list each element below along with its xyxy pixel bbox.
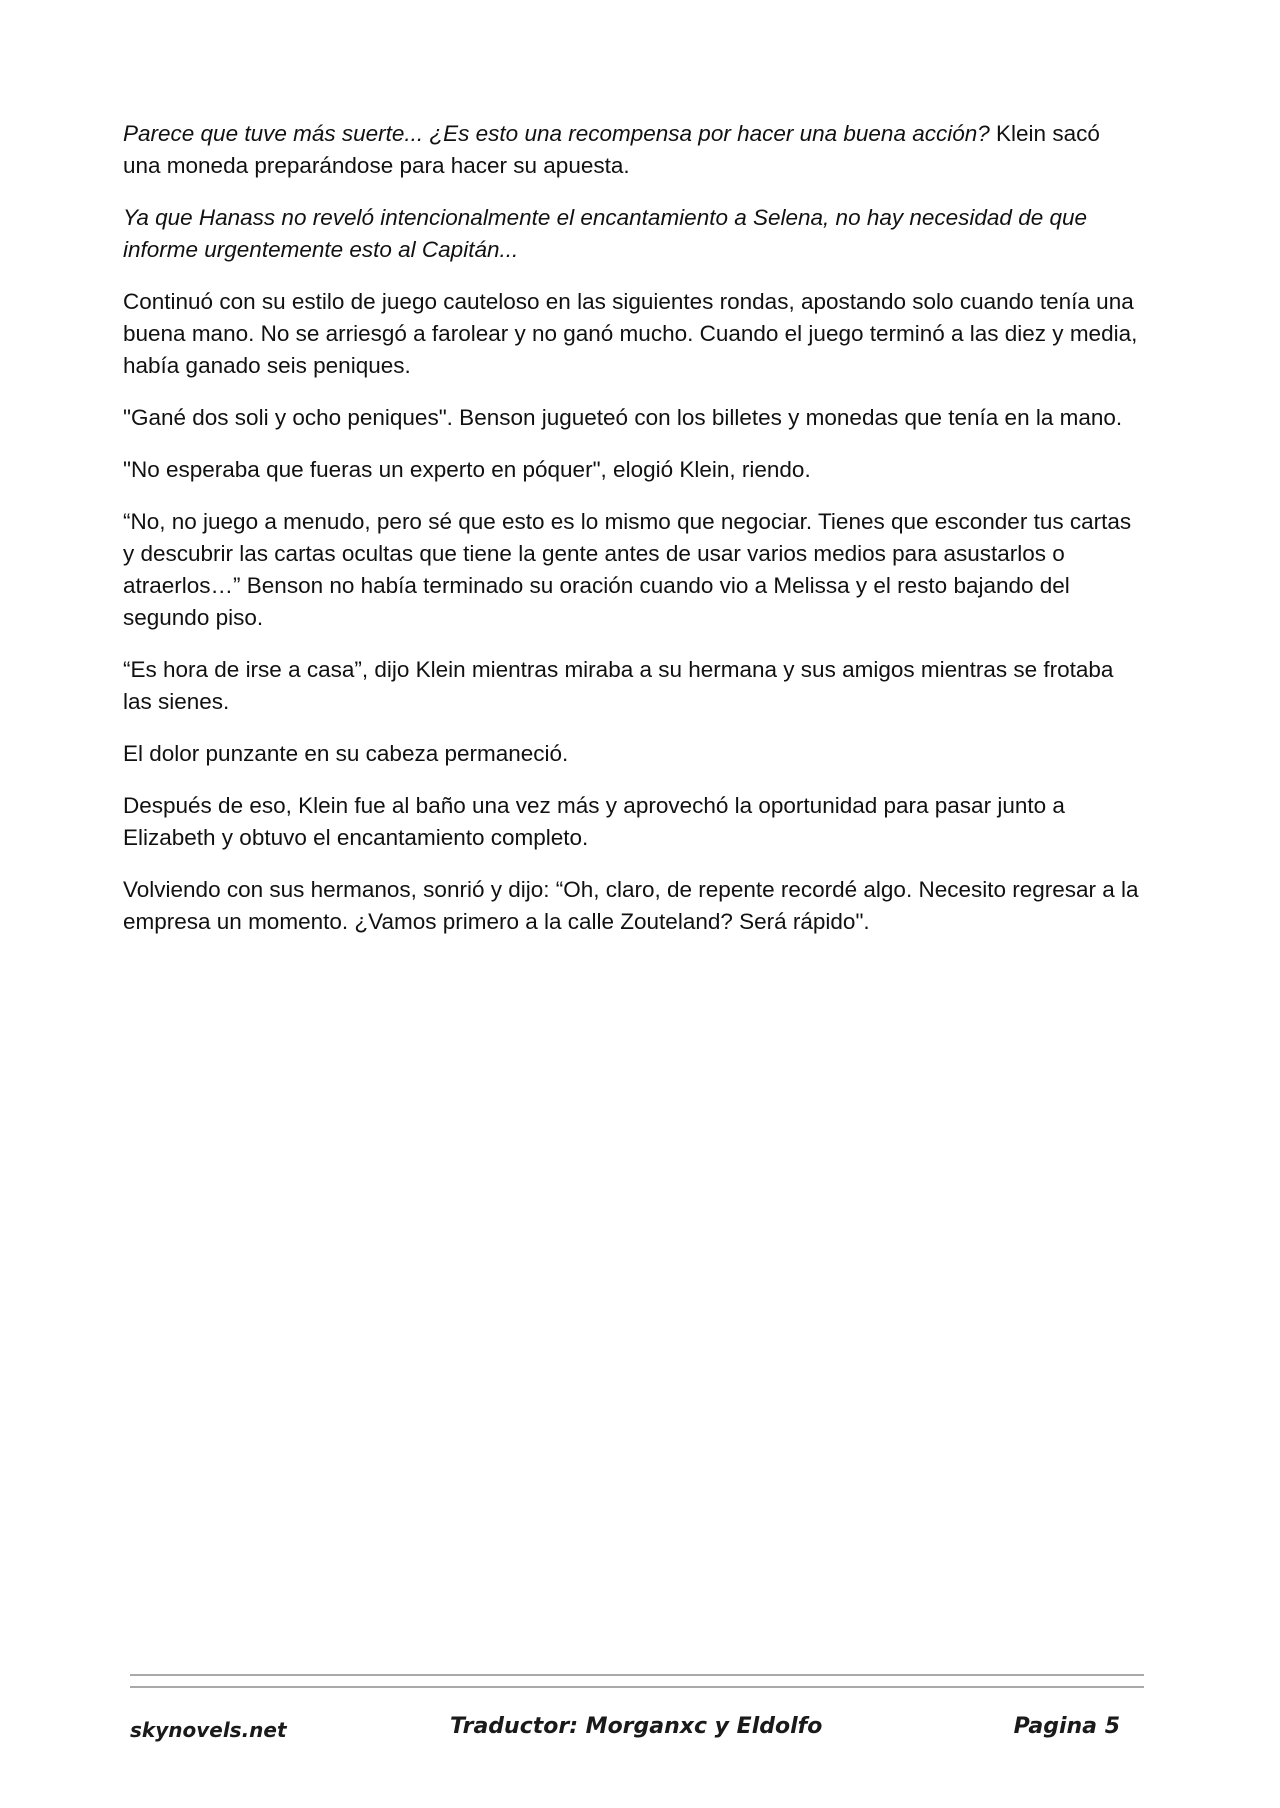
paragraph-text: “No, no juego a menudo, pero sé que esto es lo mismo que negociar. Tienes que esconder tus cartas y descubrir las cartas ocultas que tiene la gente antes de usar varios medios para asustarlos o atraerlos…” Benson no había terminado su oración cuando vio a Melissa y el resto bajando del segundo piso.: [123, 509, 1132, 630]
paragraph-3: [123, 286, 1143, 382]
thought-text: Parece que tuve más suerte... ¿Es esto una recompensa por hacer una buena acción?: [123, 121, 990, 146]
paragraph-text: "No esperaba que fueras un experto en póquer", elogió Klein, riendo.: [123, 457, 811, 482]
thought-text: Ya que Hanass no reveló intencionalmente el encantamiento a Selena, no hay necesidad de que informe urgentemente esto al Capitán...: [123, 205, 1088, 262]
paragraph-text: "Gané dos soli y ocho peniques". Benson jugueteó con los billetes y monedas que tenía en la mano.: [123, 405, 1123, 430]
footer-translator: Traductor: Morganxc y Eldolfo: [450, 1714, 823, 1739]
footer-divider-bottom: [130, 1686, 1144, 1688]
footer-divider-top: [130, 1674, 1144, 1676]
page-footer: [130, 1712, 1144, 1752]
paragraph-4: [123, 402, 1143, 434]
paragraph-text: Continuó con su estilo de juego cauteloso en las siguientes rondas, apostando solo cuando tenía una buena mano. No se arriesgó a farolear y no ganó mucho. Cuando el juego terminó a las diez y media, había ganado seis peniques.: [123, 289, 1138, 378]
paragraph-5: [123, 454, 1143, 486]
paragraph-10: [123, 874, 1143, 938]
paragraph-text: Klein sacó una moneda preparándose para hacer su apuesta.: [123, 121, 1100, 178]
paragraph-text: Volviendo con sus hermanos, sonrió y dijo: “Oh, claro, de repente recordé algo. Necesito regresar a la empresa un momento. ¿Vamos primero a la calle Zouteland? Será rápido".: [123, 877, 1139, 934]
paragraph-6: [123, 506, 1143, 634]
paragraph-1: [123, 118, 1143, 182]
page-body: [123, 118, 1143, 958]
paragraph-9: [123, 790, 1143, 854]
paragraph-text: “Es hora de irse a casa”, dijo Klein mientras miraba a su hermana y sus amigos mientras se frotaba las sienes.: [123, 657, 1114, 714]
paragraph-2: [123, 202, 1143, 266]
paragraph-7: [123, 654, 1143, 718]
paragraph-text: El dolor punzante en su cabeza permaneció.: [123, 741, 569, 766]
paragraph-text: Después de eso, Klein fue al baño una vez más y aprovechó la oportunidad para pasar junto a Elizabeth y obtuvo el encantamiento completo.: [123, 793, 1065, 850]
paragraph-8: [123, 738, 1143, 770]
footer-page-number: Pagina 5: [1013, 1714, 1120, 1739]
footer-site: skynovels.net: [130, 1718, 287, 1742]
